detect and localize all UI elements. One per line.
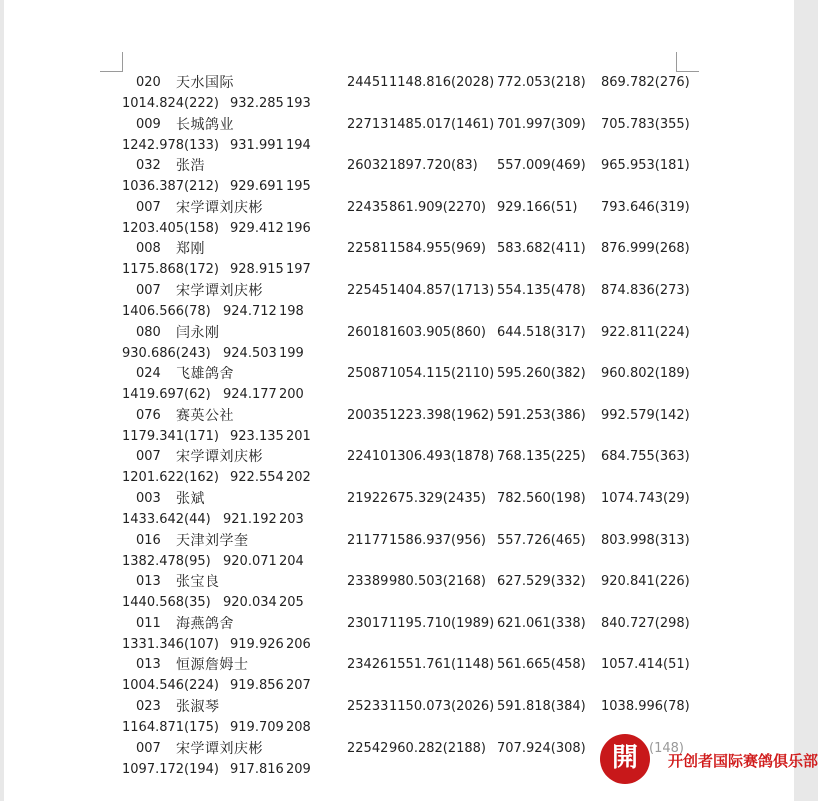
cell-rank: 193 xyxy=(286,96,311,111)
table-row xyxy=(4,156,794,176)
cell-c4: 1004.546(224) xyxy=(122,678,219,694)
table-row-continuation xyxy=(4,136,794,156)
cell-c2: 557.009(469) xyxy=(497,158,586,174)
cell-c4: 1179.341(171) xyxy=(122,428,219,444)
cell-c1: 1148.816(2028) xyxy=(389,75,495,90)
table-row-continuation xyxy=(4,219,794,239)
cell-c2: 768.135(225) xyxy=(497,449,586,465)
table-row-continuation xyxy=(4,302,794,322)
cell-loft: 024 xyxy=(136,366,161,382)
cell-c1: 1485.017(1461) xyxy=(389,116,495,132)
cell-c1: 1054.115(2110) xyxy=(389,366,495,382)
table-row-continuation xyxy=(4,427,794,447)
cell-name: 郑刚 xyxy=(176,241,205,258)
cell-loft: 076 xyxy=(136,407,161,423)
cell-ring: 23426 xyxy=(347,657,389,673)
cell-name: 张淑琴 xyxy=(176,699,220,715)
cell-c3: 684.755(363) xyxy=(601,449,690,465)
cell-c4: 1406.566(78) xyxy=(122,304,211,319)
cell-speed: 924.503 xyxy=(223,345,277,361)
cell-name: 宋学谭刘庆彬 xyxy=(176,199,263,216)
document-page xyxy=(4,0,818,801)
table-row xyxy=(4,697,794,717)
cell-c1: 1584.955(969) xyxy=(389,241,486,257)
table-row-continuation xyxy=(4,94,794,114)
cell-c1: 1897.720(83) xyxy=(389,158,478,174)
cell-loft: 007 xyxy=(136,740,161,756)
cell-speed: 922.554 xyxy=(230,470,284,486)
cell-ring: 22410 xyxy=(347,449,389,465)
cell-name: 张浩 xyxy=(176,158,205,175)
cell-c3: 1038.996(78) xyxy=(601,699,690,714)
table-row-continuation xyxy=(4,177,794,197)
table-row xyxy=(4,115,794,135)
cell-name: 宋学谭刘庆彬 xyxy=(176,283,263,299)
cell-rank: 199 xyxy=(279,345,304,361)
cell-speed: 919.926 xyxy=(230,636,284,652)
cell-c3: 1074.743(29) xyxy=(601,491,690,506)
cell-speed: 929.691 xyxy=(230,179,284,195)
cell-speed: 924.177 xyxy=(223,387,277,403)
cell-speed: 921.192 xyxy=(223,512,277,527)
cell-c2: 929.166(51) xyxy=(497,199,578,215)
cell-rank: 206 xyxy=(286,636,311,652)
cell-c4: 1164.871(175) xyxy=(122,720,219,735)
cell-name: 赛英公社 xyxy=(176,407,234,424)
cell-c2: 621.061(338) xyxy=(497,615,586,631)
cell-c1: 1603.905(860) xyxy=(389,324,486,340)
table-row xyxy=(4,364,794,384)
cell-loft: 020 xyxy=(136,75,161,90)
cell-rank: 196 xyxy=(286,220,311,236)
cell-c3: 965.953(181) xyxy=(601,158,690,174)
cell-c4: 1175.868(172) xyxy=(122,262,219,278)
cell-ring: 23017 xyxy=(347,615,389,631)
cell-c2: 644.518(317) xyxy=(497,324,586,340)
cell-speed: 928.915 xyxy=(230,262,284,278)
cell-ring: 25087 xyxy=(347,366,389,382)
cell-c4: 1331.346(107) xyxy=(122,636,219,652)
cell-ring: 22435 xyxy=(347,199,389,215)
cell-ring: 21177 xyxy=(347,532,389,548)
cell-c4: 1201.622(162) xyxy=(122,470,219,486)
cell-c3: 1057.414(51) xyxy=(601,657,690,673)
cell-loft: 013 xyxy=(136,657,161,673)
cell-rank: 197 xyxy=(286,262,311,278)
cell-speed: 919.709 xyxy=(230,720,284,735)
seal-glyph: 開 xyxy=(611,743,638,773)
cell-loft: 007 xyxy=(136,283,161,298)
cell-c4: 1382.478(95) xyxy=(122,553,211,569)
table-row-continuation xyxy=(4,593,794,613)
cell-name: 宋学谭刘庆彬 xyxy=(176,449,263,466)
cell-c3: 705.783(355) xyxy=(601,116,690,132)
cell-c1: 1551.761(1148) xyxy=(389,657,495,673)
cell-name: 天津刘学奎 xyxy=(176,532,249,549)
watermark-logo xyxy=(600,734,818,786)
cell-c1: 1223.398(1962) xyxy=(389,407,495,423)
cell-ring: 25233 xyxy=(347,699,389,714)
cell-ring: 23389 xyxy=(347,574,389,590)
results-table xyxy=(4,0,794,801)
cell-c4: 1014.824(222) xyxy=(122,96,219,111)
table-row xyxy=(4,323,794,343)
cell-loft: 032 xyxy=(136,158,161,174)
cell-rank: 198 xyxy=(279,304,304,319)
cell-c3: 960.802(189) xyxy=(601,366,690,382)
cell-c2: 554.135(478) xyxy=(497,283,586,298)
cell-speed: 929.412 xyxy=(230,220,284,236)
cell-ring: 22545 xyxy=(347,283,389,298)
cell-c1: 1306.493(1878) xyxy=(389,449,495,465)
table-row xyxy=(4,281,794,301)
cell-name: 张斌 xyxy=(176,491,205,507)
cell-c4: 1097.172(194) xyxy=(122,761,219,777)
cell-c4: 1419.697(62) xyxy=(122,387,211,403)
table-row-continuation xyxy=(4,635,794,655)
cell-loft: 013 xyxy=(136,574,161,590)
cell-c2: 701.997(309) xyxy=(497,116,586,132)
cell-loft: 023 xyxy=(136,699,161,714)
cell-c3: 874.836(273) xyxy=(601,283,690,298)
cell-name: 张宝良 xyxy=(176,574,220,591)
cell-speed: 917.816 xyxy=(230,761,284,777)
table-row xyxy=(4,406,794,426)
cell-c2: 561.665(458) xyxy=(497,657,586,673)
cell-rank: 208 xyxy=(286,720,311,735)
cell-c3: 840.727(298) xyxy=(601,615,690,631)
cell-c1: 1404.857(1713) xyxy=(389,283,495,298)
cell-ring: 22713 xyxy=(347,116,389,132)
cell-c2: 591.253(386) xyxy=(497,407,586,423)
table-row xyxy=(4,447,794,467)
cell-c3: 922.811(224) xyxy=(601,324,690,340)
cell-rank: 200 xyxy=(279,387,304,403)
cell-c1: 675.329(2435) xyxy=(389,491,486,506)
cell-c3: 869.782(276) xyxy=(601,75,690,90)
cell-c1: 980.503(2168) xyxy=(389,574,486,590)
table-row xyxy=(4,73,794,93)
cell-c3: 876.999(268) xyxy=(601,241,690,257)
cell-c2: 583.682(411) xyxy=(497,241,586,257)
cell-speed: 923.135 xyxy=(230,428,284,444)
cell-speed: 931.991 xyxy=(230,137,284,153)
obscured-value: (148) xyxy=(649,740,684,756)
cell-c4: 1203.405(158) xyxy=(122,220,219,236)
table-row xyxy=(4,198,794,218)
table-row xyxy=(4,572,794,592)
cell-ring: 20035 xyxy=(347,407,389,423)
cell-c1: 861.909(2270) xyxy=(389,199,486,215)
cell-rank: 209 xyxy=(286,761,311,777)
table-row xyxy=(4,489,794,509)
table-row-continuation xyxy=(4,260,794,280)
table-row-continuation xyxy=(4,344,794,364)
cell-speed: 920.034 xyxy=(223,595,277,611)
cell-c4: 1036.387(212) xyxy=(122,179,219,195)
cell-name: 飞雄鸽舍 xyxy=(176,366,234,383)
cell-c2: 772.053(218) xyxy=(497,75,586,90)
cell-c1: 1586.937(956) xyxy=(389,532,486,548)
cell-loft: 003 xyxy=(136,491,161,506)
cell-rank: 195 xyxy=(286,179,311,195)
cell-c2: 595.260(382) xyxy=(497,366,586,382)
cell-name: 闫永刚 xyxy=(176,324,220,341)
cell-c2: 627.529(332) xyxy=(497,574,586,590)
cell-speed: 919.856 xyxy=(230,678,284,694)
cell-ring: 22542 xyxy=(347,740,389,756)
cell-c1: 960.282(2188) xyxy=(389,740,486,756)
table-row-continuation xyxy=(4,385,794,405)
cell-speed: 920.071 xyxy=(223,553,277,569)
cell-loft: 008 xyxy=(136,241,161,257)
cell-ring: 26032 xyxy=(347,158,389,174)
club-name: 开创者国际赛鸽俱乐部 xyxy=(668,752,818,770)
table-row-continuation xyxy=(4,510,794,530)
cell-rank: 202 xyxy=(286,470,311,486)
table-row xyxy=(4,239,794,259)
table-row-continuation xyxy=(4,468,794,488)
cell-c3: 793.646(319) xyxy=(601,199,690,215)
cell-c3: 803.998(313) xyxy=(601,532,690,548)
cell-speed: 932.285 xyxy=(230,96,284,111)
cell-c2: 707.924(308) xyxy=(497,740,586,756)
cell-name: 海燕鸽舍 xyxy=(176,615,234,632)
cell-rank: 204 xyxy=(279,553,304,569)
cell-c1: 1195.710(1989) xyxy=(389,615,495,631)
cell-name: 恒源詹姆士 xyxy=(176,657,249,674)
cell-c2: 557.726(465) xyxy=(497,532,586,548)
cell-rank: 205 xyxy=(279,595,304,611)
cell-ring: 26018 xyxy=(347,324,389,340)
cell-loft: 011 xyxy=(136,615,161,631)
cell-rank: 194 xyxy=(286,137,311,153)
cell-rank: 203 xyxy=(279,512,304,527)
cell-rank: 201 xyxy=(286,428,311,444)
cell-c2: 591.818(384) xyxy=(497,699,586,714)
cell-name: 天水国际 xyxy=(176,75,234,91)
cell-c3: 992.579(142) xyxy=(601,407,690,423)
cell-loft: 007 xyxy=(136,199,161,215)
cell-c2: 782.560(198) xyxy=(497,491,586,506)
cell-speed: 924.712 xyxy=(223,304,277,319)
cell-loft: 009 xyxy=(136,116,161,132)
cell-c3: 920.841(226) xyxy=(601,574,690,590)
cell-ring: 21922 xyxy=(347,491,389,506)
table-row-continuation xyxy=(4,552,794,572)
table-row-continuation xyxy=(4,676,794,696)
cell-ring: 22581 xyxy=(347,241,389,257)
cell-loft: 016 xyxy=(136,532,161,548)
table-row xyxy=(4,655,794,675)
table-row xyxy=(4,614,794,634)
cell-name: 长城鸽业 xyxy=(176,116,234,133)
cell-ring: 24451 xyxy=(347,75,389,90)
cell-name: 宋学谭刘庆彬 xyxy=(176,740,263,757)
cell-loft: 007 xyxy=(136,449,161,465)
cell-c4: 1440.568(35) xyxy=(122,595,211,611)
cell-c4: 1242.978(133) xyxy=(122,137,219,153)
cell-loft: 080 xyxy=(136,324,161,340)
table-row xyxy=(4,531,794,551)
cell-c1: 1150.073(2026) xyxy=(389,699,495,714)
cell-rank: 207 xyxy=(286,678,311,694)
cell-c4: 930.686(243) xyxy=(122,345,211,361)
cell-c4: 1433.642(44) xyxy=(122,512,211,527)
